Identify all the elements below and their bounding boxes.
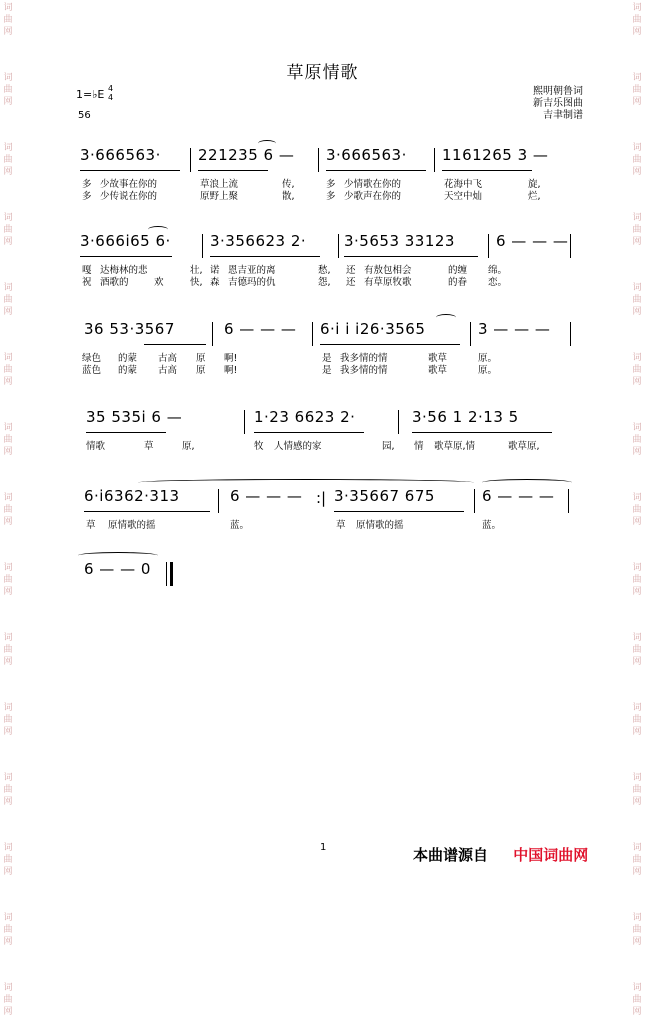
watermark-char: 词: [3, 633, 13, 643]
lyric: 还: [346, 265, 356, 276]
watermark-group: [632, 702, 641, 738]
barline: [568, 489, 569, 513]
watermark-char: 词: [632, 3, 642, 13]
watermark-char: 网: [3, 97, 13, 107]
lyric: 古高: [158, 353, 178, 364]
watermark-char: 词: [632, 283, 642, 293]
watermark-group: [632, 562, 641, 598]
lyric: 草: [86, 520, 96, 531]
beam: [86, 432, 166, 433]
measure: 1161265 3 —: [442, 146, 549, 164]
lyric: 欢: [154, 277, 164, 288]
lyric-line-1: [78, 176, 578, 188]
lyric: 少故事在你的: [100, 179, 158, 190]
watermark-char: 词: [3, 283, 13, 293]
watermark-char: 曲: [632, 435, 642, 445]
watermark-char: 网: [632, 447, 642, 457]
beam: [210, 256, 320, 257]
beam: [326, 170, 426, 171]
watermark-char: 曲: [3, 855, 13, 865]
watermark-char: 词: [3, 423, 13, 433]
watermark-char: 网: [632, 167, 642, 177]
lyric: 原,: [182, 441, 195, 452]
lyric: 快,: [190, 277, 203, 288]
measure: 6 — — —: [230, 487, 303, 505]
barline: [474, 489, 475, 513]
watermark-char: 词: [3, 493, 13, 503]
measure: 3·666563·: [326, 146, 407, 164]
watermark-char: 曲: [632, 15, 642, 25]
barline: [218, 489, 219, 513]
lyric: 烂,: [528, 191, 541, 202]
watermark-char: 曲: [632, 365, 642, 375]
lyric: 的蒙: [118, 353, 138, 364]
barline: [570, 322, 571, 346]
repeat-sign: :|: [316, 489, 327, 507]
lyric: 情歌: [86, 441, 106, 452]
measure: 3·356623 2·: [210, 232, 307, 250]
slur: [258, 140, 276, 147]
watermark-char: 词: [632, 143, 642, 153]
watermark-char: 曲: [632, 575, 642, 585]
score-row-6: [78, 560, 578, 590]
tempo-marking: 56: [78, 110, 91, 121]
measure: 3·5653 33123: [344, 232, 455, 250]
beam: [320, 344, 460, 345]
watermark-char: 词: [632, 633, 642, 643]
watermark-group: [3, 702, 12, 738]
watermark-char: 词: [3, 3, 13, 13]
watermark-group: [3, 982, 12, 1018]
watermark-group: [632, 422, 641, 458]
lyric: 多: [326, 179, 336, 190]
lyric: 少歌声在你的: [344, 191, 402, 202]
lyric: 啊!: [224, 353, 238, 364]
watermark-char: 词: [632, 773, 642, 783]
watermark-char: 曲: [632, 645, 642, 655]
lyric: 有草原牧歌: [364, 277, 412, 288]
time-signature-bottom: 4: [108, 93, 114, 102]
watermark-group: [3, 142, 12, 178]
watermark-char: 词: [3, 773, 13, 783]
watermark-char: 网: [632, 307, 642, 317]
beam: [144, 344, 206, 345]
measure: 6 — — —: [224, 320, 297, 338]
watermark-left: [1, 0, 15, 1017]
composer-credit: 新吉乐图曲: [533, 98, 583, 109]
watermark-group: [3, 842, 12, 878]
measure: 1·23 6623 2·: [254, 408, 356, 426]
lyric: 花海中飞: [444, 179, 483, 190]
key-signature: 1=♭E: [76, 88, 105, 101]
slur: [482, 479, 572, 486]
watermark-char: 词: [632, 563, 642, 573]
barline: [312, 322, 313, 346]
watermark-char: 曲: [632, 925, 642, 935]
lyric: 歌草: [428, 365, 448, 376]
lyric: 草: [336, 520, 346, 531]
watermark-char: 词: [632, 843, 642, 853]
watermark-char: 网: [3, 377, 13, 387]
watermark-char: 网: [3, 1007, 13, 1017]
lyric: 歌草原,情: [434, 441, 476, 452]
score-row-3: [78, 320, 578, 374]
measure: 3·666i65 6·: [80, 232, 171, 250]
measure-line: [78, 232, 578, 262]
slur: [148, 226, 168, 233]
lyric: 原。: [478, 353, 498, 364]
credits: [533, 86, 583, 122]
lyric: 原情歌的摇: [108, 520, 156, 531]
watermark-char: 网: [632, 587, 642, 597]
watermark-group: [3, 912, 12, 948]
watermark-char: 词: [3, 73, 13, 83]
watermark-char: 曲: [3, 925, 13, 935]
watermark-char: 网: [632, 937, 642, 947]
lyric-line-2: [78, 274, 578, 286]
measure-line: [78, 408, 578, 438]
watermark-group: [632, 352, 641, 388]
lyric: 诺: [210, 265, 220, 276]
barline: [470, 322, 471, 346]
source-label: 本曲谱源自: [413, 846, 489, 864]
barline: [570, 234, 571, 258]
watermark-char: 网: [3, 237, 13, 247]
lyric: 多: [82, 179, 92, 190]
watermark-char: 曲: [3, 225, 13, 235]
song-title: 草原情歌: [286, 63, 359, 83]
watermark-char: 词: [3, 843, 13, 853]
watermark-char: 曲: [3, 785, 13, 795]
watermark-char: 网: [632, 97, 642, 107]
lyric: 嘎: [82, 265, 92, 276]
lyric: 传,: [282, 179, 295, 190]
lyric: 达梅林的悲: [100, 265, 148, 276]
final-barline: [170, 562, 173, 586]
lyric: 愁,: [318, 265, 331, 276]
watermark-group: [632, 982, 641, 1018]
lyric: 蓝色: [82, 365, 102, 376]
watermark-char: 网: [632, 377, 642, 387]
lyric: 蓝。: [482, 520, 502, 531]
watermark-char: 词: [3, 143, 13, 153]
lyric: 的眷: [448, 277, 468, 288]
lyric: 吉德玛的仇: [228, 277, 276, 288]
watermark-group: [3, 212, 12, 248]
lyric: 怨,: [318, 277, 331, 288]
watermark-char: 曲: [3, 995, 13, 1005]
slur: [436, 314, 456, 321]
time-signature-top: 4: [108, 84, 114, 93]
watermark-char: 网: [632, 867, 642, 877]
lyric: 原野上聚: [200, 191, 239, 202]
watermark-char: 词: [3, 703, 13, 713]
watermark-char: 曲: [3, 505, 13, 515]
measure: 3·666563·: [80, 146, 161, 164]
watermark-char: 网: [632, 517, 642, 527]
lyric: 酒歌的: [100, 277, 129, 288]
barline: [488, 234, 489, 258]
watermark-group: [632, 772, 641, 808]
barline: [338, 234, 339, 258]
lyric: 是: [322, 365, 332, 376]
beam: [334, 511, 464, 512]
source-credit: [413, 844, 588, 865]
lyric: 绵。: [488, 265, 508, 276]
watermark-char: 词: [3, 213, 13, 223]
beam: [254, 432, 364, 433]
watermark-group: [632, 282, 641, 318]
watermark-group: [3, 772, 12, 808]
barline: [244, 410, 245, 434]
lyric: 少传说在你的: [100, 191, 158, 202]
beam: [412, 432, 552, 433]
lyric: 原。: [478, 365, 498, 376]
lyric: 恋。: [488, 277, 508, 288]
lyric: 散,: [282, 191, 295, 202]
watermark-group: [3, 492, 12, 528]
lyric-line-1: [78, 438, 578, 450]
watermark-char: 曲: [3, 85, 13, 95]
watermark-char: 曲: [632, 855, 642, 865]
barline: [318, 148, 319, 172]
watermark-group: [632, 2, 641, 38]
watermark-char: 网: [632, 27, 642, 37]
measure-line: [78, 320, 578, 350]
lyric: 的缠: [448, 265, 468, 276]
lyric: 园,: [382, 441, 395, 452]
page-number: 1: [320, 842, 327, 853]
watermark-char: 曲: [632, 785, 642, 795]
lyric: 壮,: [190, 265, 203, 276]
watermark-char: 网: [3, 797, 13, 807]
lyric: 恩吉亚的离: [228, 265, 276, 276]
beam: [442, 170, 532, 171]
watermark-char: 网: [632, 657, 642, 667]
slur: [138, 479, 474, 486]
watermark-char: 曲: [3, 295, 13, 305]
lyric-line-1: [78, 350, 578, 362]
lyric: 牧: [254, 441, 264, 452]
barline: [434, 148, 435, 172]
watermark-char: 网: [3, 447, 13, 457]
slur: [78, 552, 158, 559]
watermark-char: 曲: [632, 995, 642, 1005]
lyric: 森: [210, 277, 220, 288]
measure: 35 535i 6 —: [86, 408, 183, 426]
lyric: 情: [414, 441, 424, 452]
watermark-group: [632, 142, 641, 178]
lyric-line-1: [78, 517, 578, 529]
watermark-group: [632, 912, 641, 948]
watermark-char: 曲: [3, 155, 13, 165]
watermark-char: 曲: [3, 435, 13, 445]
barline: [190, 148, 191, 172]
watermark-char: 词: [632, 493, 642, 503]
lyric: 少情歌在你的: [344, 179, 402, 190]
lyric: 多: [82, 191, 92, 202]
lyric: 草: [144, 441, 154, 452]
watermark-char: 曲: [3, 365, 13, 375]
barline: [398, 410, 399, 434]
watermark-char: 网: [3, 307, 13, 317]
watermark-char: 网: [3, 657, 13, 667]
watermark-char: 词: [3, 563, 13, 573]
watermark-char: 曲: [632, 155, 642, 165]
watermark-char: 曲: [632, 85, 642, 95]
watermark-char: 词: [632, 913, 642, 923]
measure-line: [78, 487, 578, 517]
beam: [80, 170, 180, 171]
watermark-char: 曲: [632, 505, 642, 515]
lyric: 的蒙: [118, 365, 138, 376]
watermark-char: 网: [3, 517, 13, 527]
watermark-char: 词: [632, 423, 642, 433]
lyric: 还: [346, 277, 356, 288]
measure: 221235 6 —: [198, 146, 295, 164]
measure: 6 — — —: [496, 232, 569, 250]
watermark-char: 曲: [3, 575, 13, 585]
watermark-right: [630, 0, 644, 1017]
lyric: 我多情的情: [340, 353, 388, 364]
lyric: 是: [322, 353, 332, 364]
watermark-group: [632, 632, 641, 668]
watermark-char: 网: [3, 867, 13, 877]
measure: 36 53·3567: [84, 320, 175, 338]
measure: 3·35667 675: [334, 487, 435, 505]
lyric: 我多情的情: [340, 365, 388, 376]
watermark-char: 网: [3, 27, 13, 37]
barline: [212, 322, 213, 346]
measure-line: [78, 146, 578, 176]
watermark-char: 词: [3, 353, 13, 363]
lyric: 蓝。: [230, 520, 250, 531]
measure: 3·56 1 2·13 5: [412, 408, 519, 426]
watermark-char: 词: [632, 213, 642, 223]
watermark-char: 网: [632, 727, 642, 737]
measure-line: [78, 560, 578, 590]
source-brand: 中国词曲网: [513, 846, 589, 864]
lyric: 原: [196, 365, 206, 376]
watermark-group: [3, 562, 12, 598]
watermark-char: 网: [3, 167, 13, 177]
measure: 6·i i i26·3565: [320, 320, 426, 338]
watermark-char: 词: [3, 983, 13, 993]
lyric: 歌草原,: [508, 441, 540, 452]
transcriber-credit: 吉聿制谱: [543, 110, 583, 121]
watermark-char: 网: [632, 1007, 642, 1017]
watermark-char: 词: [632, 353, 642, 363]
lyric: 旋,: [528, 179, 541, 190]
lyric: 祝: [82, 277, 92, 288]
score-row-5: [78, 487, 578, 529]
measure: 3 — — —: [478, 320, 551, 338]
watermark-group: [3, 632, 12, 668]
score-row-4: [78, 408, 578, 450]
watermark-char: 词: [632, 983, 642, 993]
watermark-char: 网: [3, 937, 13, 947]
watermark-group: [632, 212, 641, 248]
watermark-char: 词: [3, 913, 13, 923]
lyric: 原: [196, 353, 206, 364]
barline: [166, 562, 167, 586]
lyricist-credit: 熙明朝鲁词: [533, 86, 583, 97]
watermark-char: 词: [632, 703, 642, 713]
time-signature: [108, 84, 113, 102]
barline: [202, 234, 203, 258]
measure: 6 — — 0: [84, 560, 151, 578]
lyric: 绿色: [82, 353, 102, 364]
lyric: 原情歌的摇: [356, 520, 404, 531]
beam: [84, 511, 210, 512]
watermark-group: [632, 842, 641, 878]
watermark-group: [632, 492, 641, 528]
beam: [198, 170, 268, 171]
watermark-char: 词: [632, 73, 642, 83]
beam: [80, 256, 172, 257]
watermark-group: [3, 2, 12, 38]
measure: 6·i6362·313: [84, 487, 180, 505]
beam: [344, 256, 478, 257]
lyric-line-1: [78, 262, 578, 274]
lyric: 歌草: [428, 353, 448, 364]
lyric: 草浪上流: [200, 179, 239, 190]
lyric: 人情感的家: [274, 441, 322, 452]
watermark-char: 曲: [632, 295, 642, 305]
watermark-char: 网: [632, 237, 642, 247]
lyric: 古高: [158, 365, 178, 376]
lyric: 天空中灿: [444, 191, 483, 202]
watermark-char: 曲: [3, 645, 13, 655]
lyric: 啊!: [224, 365, 238, 376]
watermark-char: 网: [632, 797, 642, 807]
watermark-char: 曲: [632, 715, 642, 725]
watermark-group: [3, 422, 12, 458]
lyric: 有敖包相会: [364, 265, 412, 276]
watermark-char: 网: [3, 587, 13, 597]
score-row-1: [78, 146, 578, 200]
lyric: 多: [326, 191, 336, 202]
measure: 6 — — —: [482, 487, 555, 505]
lyric-line-2: [78, 362, 578, 374]
watermark-group: [3, 282, 12, 318]
watermark-char: 网: [3, 727, 13, 737]
score-row-2: [78, 232, 578, 286]
watermark-char: 曲: [3, 15, 13, 25]
watermark-char: 曲: [632, 225, 642, 235]
watermark-char: 曲: [3, 715, 13, 725]
watermark-group: [3, 352, 12, 388]
lyric-line-2: [78, 188, 578, 200]
